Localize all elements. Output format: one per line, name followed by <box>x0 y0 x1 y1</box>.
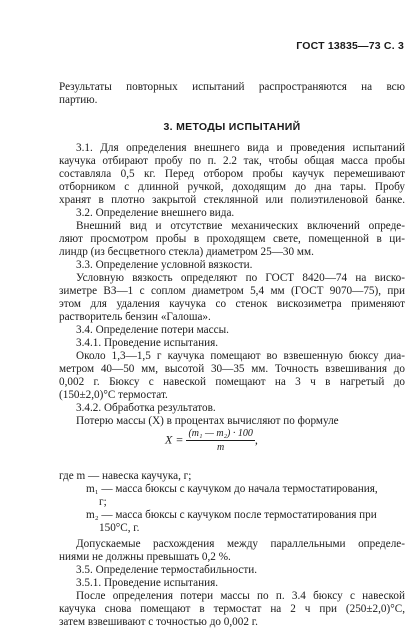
p34-line-1: Около 1,3—1,5 г каучука помещают во взвешенную бюксу диа- <box>76 350 405 362</box>
p34-line-7: ниями не должны превышать 0,2 %. <box>59 551 231 563</box>
formula-fraction <box>186 428 254 453</box>
def-m2-line-1: m₂ — масса бюксы с каучуком после термостатирования при <box>86 509 377 521</box>
def-m1-line-2: г; <box>99 496 107 508</box>
p34-line-5: Потерю массы (X) в процентах вычисляют по формуле <box>76 415 339 427</box>
formula-loss-of-mass <box>165 428 258 453</box>
def-m2-line-2: 150°С, г. <box>99 522 140 534</box>
p341-title: 3.4.1. Проведение испытания. <box>76 337 219 349</box>
p35-line-1: После определения потери массы по п. 3.4 бюксу с навеской <box>76 590 405 602</box>
p32-line-1: Внешний вид и отсутствие механических включений опреде- <box>76 220 405 232</box>
formula-lhs: X = <box>165 432 184 447</box>
p351-title: 3.5.1. Проведение испытания. <box>76 577 219 589</box>
p35-line-2: каучука снова помещают в термостат на 2 ч при (250±2,0)°С, <box>59 603 405 615</box>
p34-line-3: 0,002 г. Бюксу с навеской помещают на 3 ч в нагретый до <box>59 376 405 388</box>
formula-end: , <box>254 432 258 447</box>
p342-title: 3.4.2. Обработка результатов. <box>76 402 216 414</box>
p31-line-3: составляла 0,5 кг. Перед отбором пробы каучук перемешивают <box>59 168 405 180</box>
p31-line-2: каучука отбирают пробу по п. 2.2 так, чтобы общая масса пробы <box>59 155 405 167</box>
p31-line-4: отборником с длинной ручкой, доходящим до дна тары. Пробу <box>59 181 405 193</box>
p31-line-1: 3.1. Для определения внешнего вида и проведения испытаний <box>76 142 405 154</box>
p35-line-3: затем взвешивают с точностью до 0,002 г. <box>59 616 258 628</box>
p34-title: 3.4. Определение потери массы. <box>76 324 229 336</box>
p34-line-6: Допускаемые расхождения между параллельными определе- <box>76 538 405 550</box>
page-header: ГОСТ 13835—73 С. 3 <box>296 40 404 52</box>
p33-line-1: Условную вязкость определяют по ГОСТ 8420—74 на виско- <box>76 272 405 284</box>
p34-line-4: (150±2,0)°С термостат. <box>59 389 168 401</box>
p33-title: 3.3. Определение условной вязкости. <box>76 259 253 271</box>
p34-line-2: метром 40—50 мм, высотой 30—35 мм. Точность взвешивания до <box>59 363 405 375</box>
where-line: где m — навеска каучука, г; <box>59 470 192 482</box>
section-title: 3. МЕТОДЫ ИСПЫТАНИЙ <box>163 121 301 133</box>
p32-title: 3.2. Определение внешнего вида. <box>76 207 235 219</box>
formula-denominator: m <box>217 442 225 453</box>
p33-line-2: зиметре ВЗ—1 с соплом диаметром 5,4 мм (ГОСТ 9070—75), при <box>59 285 405 297</box>
p33-line-4: растворитель бензин «Галоша». <box>59 311 211 323</box>
p32-line-2: ляют просмотром пробы в проходящем свете, помещенной в ци- <box>59 233 405 245</box>
formula-numerator: (m₁ — m₂) · 100 <box>188 428 253 439</box>
def-m1-line-1: m₁ — масса бюксы с каучуком до начала термостатирования, <box>86 483 378 495</box>
intro-line-1: Результаты повторных испытаний распространяются на всю <box>59 81 405 93</box>
p32-line-3: линдр (из бесцветного стекла) диаметром 25—30 мм. <box>59 246 314 258</box>
p35-title: 3.5. Определение термостабильности. <box>76 564 258 576</box>
p33-line-3: этом для удаления каучука со стенок вискозиметра применяют <box>59 298 405 310</box>
p31-line-5: хранят в плотно закрытой стеклянной или полиэтиленовой банке. <box>59 194 405 206</box>
intro-line-2: партию. <box>59 94 98 106</box>
